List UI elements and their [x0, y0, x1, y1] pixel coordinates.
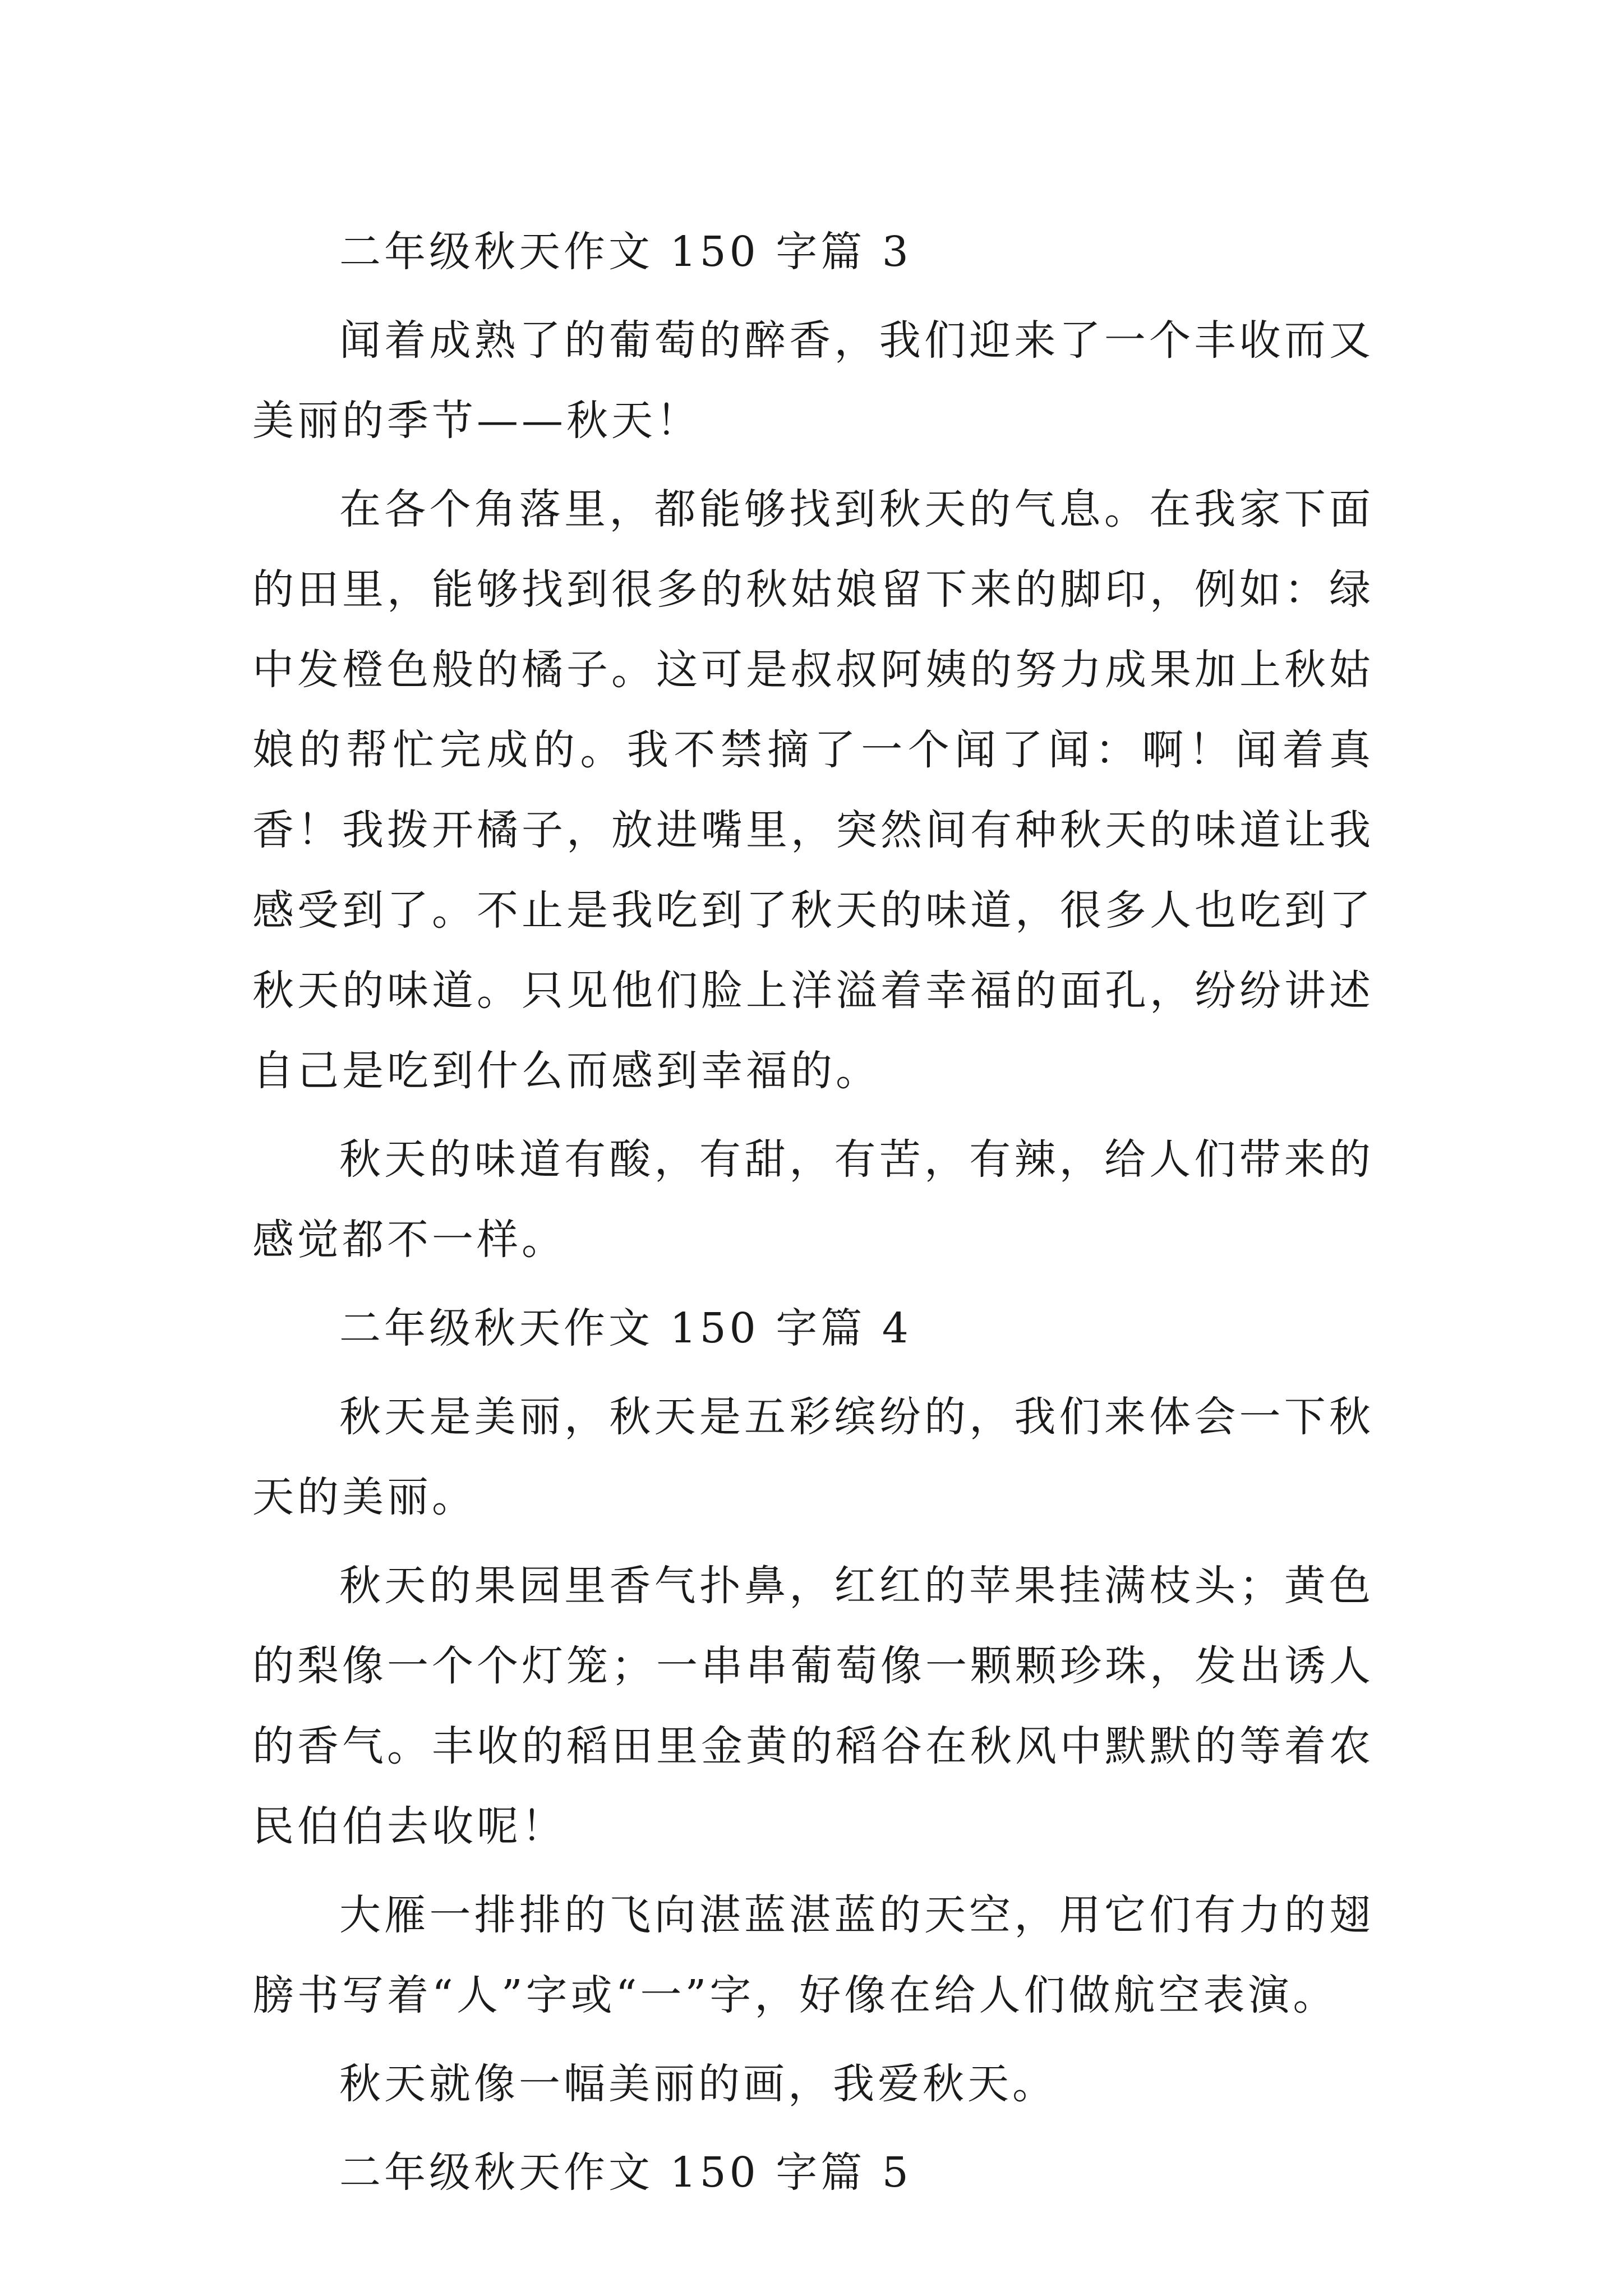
section-heading: 二年级秋天作文 150 字篇 3: [339, 228, 912, 276]
paragraph: 大雁一排排的飞向湛蓝湛蓝的天空，用它们有力的翅膀书写着“人”字或“一”字，好像在给人们做航空表演。: [252, 1891, 1374, 2019]
paragraph: 秋天是美丽，秋天是五彩缤纷的，我们来体会一下秋天的美丽。: [252, 1393, 1374, 1521]
section-heading: 二年级秋天作文 150 字篇 4: [339, 1304, 912, 1352]
paragraph: 在各个角落里，都能够找到秋天的气息。在我家下面的田里，能够找到很多的秋姑娘留下来的脚印，例如：绿中发橙色般的橘子。这可是叔叔阿姨的努力成果加上秋姑娘的帮忙完成的。我不禁摘了一个闻了闻：啊！闻着真香！我拨开橘子，放进嘴里，突然间有种秋天的味道让我感受到了。不止是我吃到了秋天的味道，很多人也吃到了秋天的味道。只见他们脸上洋溢着幸福的面孔，纷纷讲述自己是吃到什么而感到幸福的。: [252, 485, 1374, 1095]
paragraph: 秋天的味道有酸，有甜，有苦，有辣，给人们带来的感觉都不一样。: [252, 1135, 1374, 1264]
paragraph: 闻着成熟了的葡萄的醉香，我们迎来了一个丰收而又美丽的季节——秋天！: [252, 316, 1374, 445]
paragraph: 秋天的果园里香气扑鼻，红红的苹果挂满枝头；黄色的梨像一个个灯笼；一串串葡萄像一颗颗珍珠，发出诱人的香气。丰收的稻田里金黄的稻谷在秋风中默默的等着农民伯伯去收呢！: [252, 1562, 1374, 1851]
document-body: [252, 212, 1374, 2221]
section-heading: 二年级秋天作文 150 字篇 5: [339, 2148, 912, 2197]
paragraph: 秋天就像一幅美丽的画，我爱秋天。: [339, 2060, 1057, 2108]
